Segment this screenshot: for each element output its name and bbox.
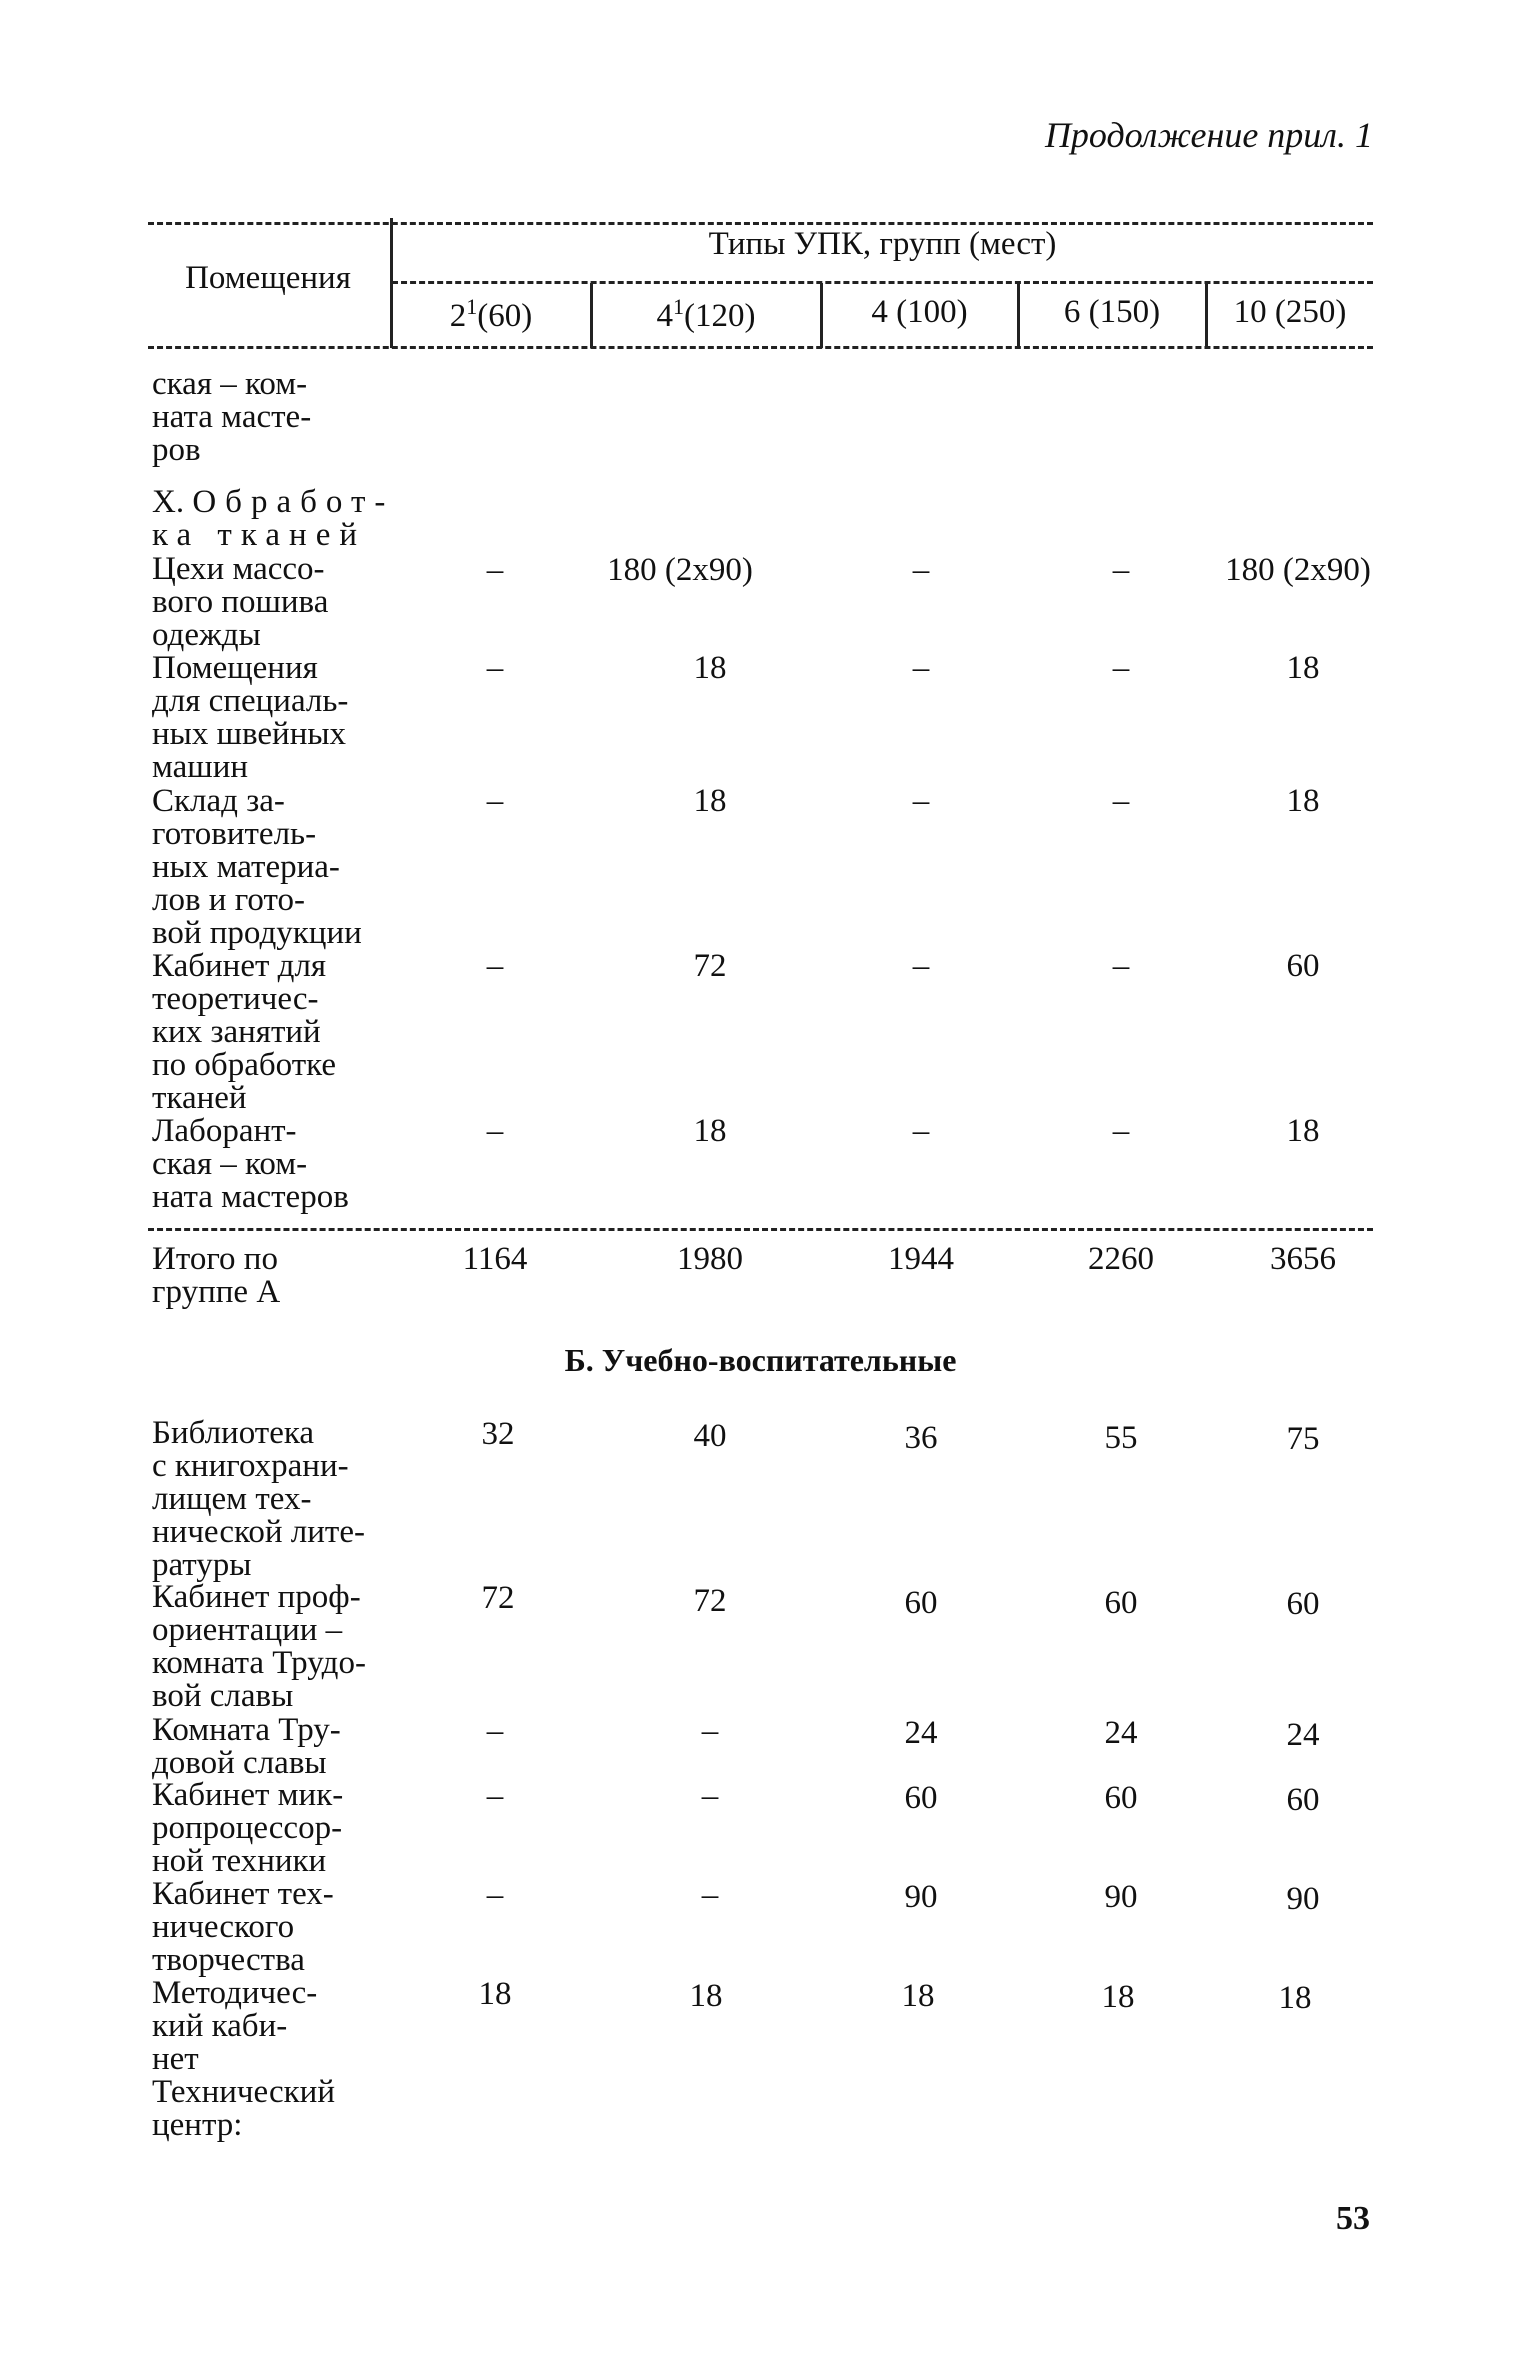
row-header: Помещения — [185, 260, 351, 296]
table-cell: 72 — [481, 1580, 515, 1616]
row-label: Помещения для специаль- ных швейных машин — [152, 650, 349, 785]
table-cell: 1980 — [677, 1241, 743, 1277]
table-cell: 60 — [1104, 1780, 1138, 1816]
column-header: 10 (250) — [1233, 294, 1347, 330]
row-label: Библиотека с книгохрани- лищем тех- нической лите- ратуры — [152, 1415, 365, 1583]
page-number: 53 — [1336, 2200, 1370, 2237]
table-cell: 18 — [1286, 1113, 1320, 1149]
table-cell: – — [701, 1877, 719, 1913]
table-cell: 55 — [1104, 1420, 1138, 1456]
table-cell: 18 — [693, 650, 727, 686]
table-cell: 18 — [1278, 1980, 1312, 2016]
table-cell: – — [486, 650, 504, 686]
row-label: Цехи массо- вого пошива одежды — [152, 551, 329, 653]
table-cell: 60 — [1286, 1782, 1320, 1818]
table-cell: 40 — [693, 1418, 727, 1454]
row-label: Технический центр: — [152, 2074, 335, 2143]
table-cell: – — [486, 948, 504, 984]
table-cell: 24 — [904, 1715, 938, 1751]
total-label: Итого по группе А — [152, 1241, 281, 1310]
table-cell: 2260 — [1088, 1241, 1154, 1277]
group-header-rule — [392, 281, 1373, 284]
row-label: Лаборант- ская – ком- ната мастеров — [152, 1113, 349, 1215]
row-label: Кабинет проф- ориентации – комната Трудо- вой славы — [152, 1579, 366, 1714]
column-header: $2^1(60)$ — [449, 294, 533, 334]
table-cell: – — [1112, 650, 1130, 686]
table-cell: – — [912, 783, 930, 819]
column-header: 4 (100) — [871, 294, 968, 330]
table-cell: – — [701, 1778, 719, 1814]
table-cell: – — [912, 948, 930, 984]
table-cell: 72 — [693, 1583, 727, 1619]
row-label: Кабинет тех- нического творчества — [152, 1876, 334, 1978]
table-cell: 18 — [693, 783, 727, 819]
table-cell: 18 — [901, 1978, 935, 2014]
table-cell: – — [701, 1713, 719, 1749]
table-cell: – — [912, 552, 930, 588]
table-cell: – — [1112, 783, 1130, 819]
table-cell: – — [1112, 552, 1130, 588]
column-header: $4^1(120)$ — [656, 294, 756, 334]
table-cell: 60 — [1286, 948, 1320, 984]
table-cell: 3656 — [1270, 1241, 1336, 1277]
table-cell: – — [486, 1877, 504, 1913]
table-cell: – — [1112, 948, 1130, 984]
table-cell: – — [912, 650, 930, 686]
table-cell: 90 — [1104, 1879, 1138, 1915]
table-cell: – — [486, 1778, 504, 1814]
table-cell: – — [486, 552, 504, 588]
table-cell: 72 — [693, 948, 727, 984]
table-cell: 90 — [1286, 1881, 1320, 1917]
table-cell: 18 — [1101, 1979, 1135, 2015]
table-cell: 18 — [693, 1113, 727, 1149]
table-cell: – — [486, 1713, 504, 1749]
table-cell: 24 — [1104, 1715, 1138, 1751]
row-label: Склад за- готовитель- ных материа- лов и гото- вой продукции — [152, 783, 362, 951]
table-cell: 36 — [904, 1420, 938, 1456]
table-cell: 24 — [1286, 1717, 1320, 1753]
table-cell: 60 — [904, 1585, 938, 1621]
table-cell: – — [912, 1113, 930, 1149]
table-cell: 1944 — [888, 1241, 954, 1277]
row-label: Кабинет для теоретичес- ких занятий по обработке тканей — [152, 948, 336, 1116]
table-cell: 60 — [1104, 1585, 1138, 1621]
table-cell: 18 — [689, 1978, 723, 2014]
row-label: Комната Тру- довой славы — [152, 1712, 341, 1781]
continued-row-label: ская – ком- ната масте- ров — [152, 366, 312, 468]
table-top-rule — [148, 222, 1373, 225]
table-cell: 60 — [904, 1780, 938, 1816]
table-cell: 180 (2х90) — [1225, 552, 1371, 588]
table-cell: 18 — [478, 1976, 512, 2012]
table-cell: – — [1112, 1113, 1130, 1149]
table-cell: 75 — [1286, 1421, 1320, 1457]
table-cell: – — [486, 783, 504, 819]
table-cell: 180 (2х90) — [607, 552, 753, 588]
group-header: Типы УПК, групп (мест) — [708, 226, 1057, 262]
table-cell: 60 — [1286, 1586, 1320, 1622]
header-bottom-rule — [148, 346, 1373, 349]
table-cell: 32 — [481, 1416, 515, 1452]
section-b-title: Б. Учебно-воспитательные — [564, 1342, 957, 1378]
table-cell: 90 — [904, 1879, 938, 1915]
column-header: 6 (150) — [1063, 294, 1161, 330]
row-label: Методичес- кий каби- нет — [152, 1975, 318, 2077]
table-cell: 18 — [1286, 783, 1320, 819]
running-header: Продолжение прил. 1 — [1044, 115, 1373, 155]
table-cell: – — [486, 1113, 504, 1149]
row-label: Кабинет мик- ропроцессор- ной техники — [152, 1777, 344, 1879]
table-cell: 18 — [1286, 650, 1320, 686]
table-cell: 1164 — [462, 1241, 528, 1277]
total-rule — [148, 1228, 1373, 1231]
section-x-title: Х. Обработ- ка тканей — [152, 484, 395, 553]
